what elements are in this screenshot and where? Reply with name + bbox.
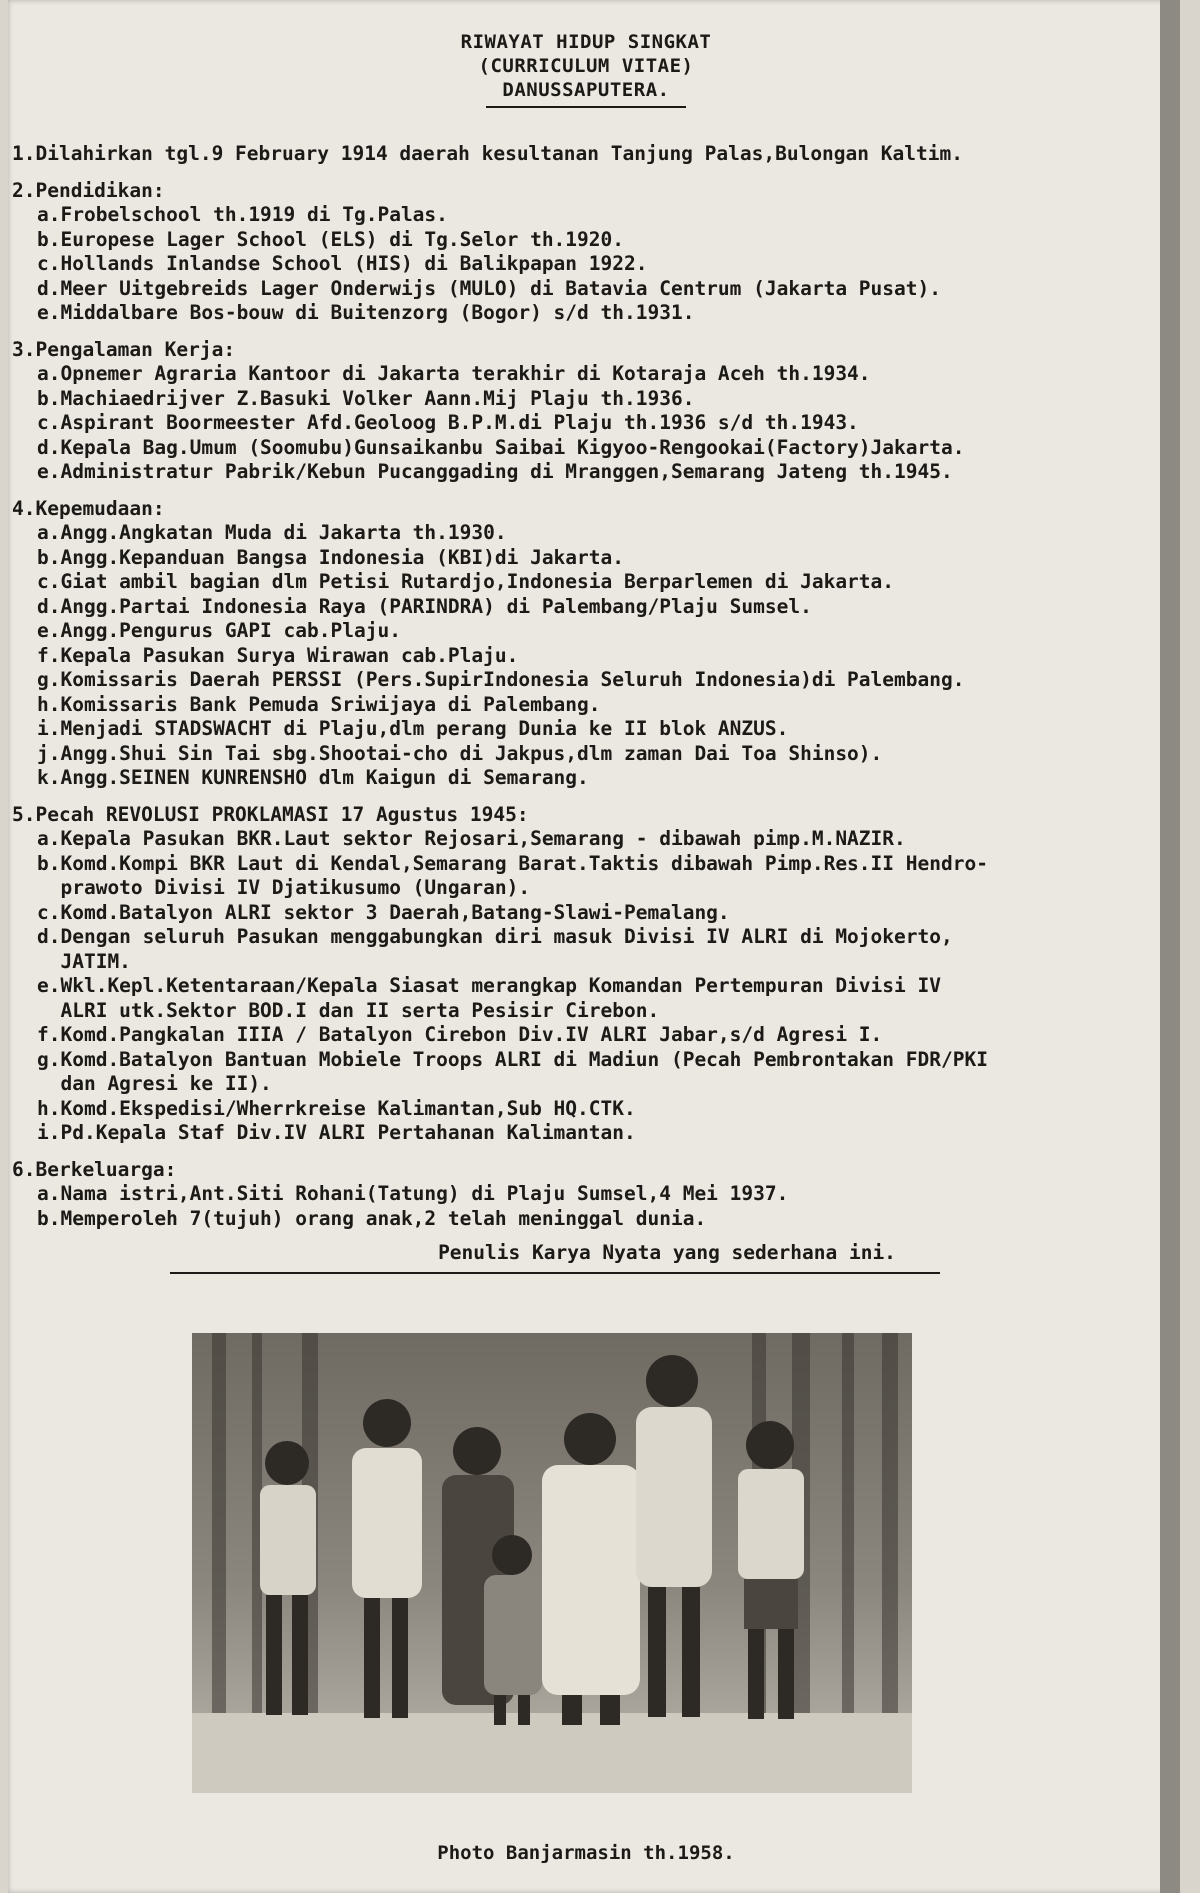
- section-6-heading: 6.Berkeluarga:: [12, 1157, 177, 1181]
- list-item: d.Kepala Bag.Umum (Soomubu)Gunsaikanbu Saibai Kigyoo-Rengookai(Factory)Jakarta.: [37, 435, 965, 459]
- title-line-2: (CURRICULUM VITAE): [478, 55, 694, 77]
- list-item: d.Dengan seluruh Pasukan menggabungkan diri masuk Divisi IV ALRI di Mojokerto,: [37, 925, 953, 948]
- list-item: a.Opnemer Agraria Kantoor di Jakarta terakhir di Kotaraja Aceh th.1934.: [37, 362, 871, 385]
- list-item: JATIM.: [37, 949, 131, 973]
- list-item: d.Meer Uitgebreids Lager Onderwijs (MULO) di Batavia Centrum (Jakarta Pusat).: [37, 276, 941, 300]
- list-item: c.Komd.Batalyon ALRI sektor 3 Daerah,Batang-Slawi-Pemalang.: [37, 900, 730, 924]
- section-5-heading: 5.Pecah REVOLUSI PROKLAMASI 17 Agustus 1945:: [12, 802, 529, 826]
- list-item: a.Kepala Pasukan BKR.Laut sektor Rejosari,Semarang - dibawah pimp.M.NAZIR.: [37, 827, 906, 850]
- list-item: c.Giat ambil bagian dlm Petisi Rutardjo,Indonesia Berparlemen di Jakarta.: [37, 570, 895, 593]
- list-item: j.Angg.Shui Sin Tai sbg.Shootai-cho di Jakpus,dlm zaman Dai Toa Shinso).: [37, 741, 883, 765]
- caption-underline: [170, 1272, 940, 1274]
- list-item: e.Middalbare Bos-bouw di Buitenzorg (Bogor) s/d th.1931.: [37, 301, 695, 324]
- section-2-heading: 2.Pendidikan:: [12, 178, 165, 202]
- list-item: g.Komissaris Daerah PERSSI (Pers.SupirIndonesia Seluruh Indonesia)di Palembang.: [37, 668, 965, 691]
- list-item: i.Menjadi STADSWACHT di Plaju,dlm perang Dunia ke II blok ANZUS.: [37, 717, 789, 740]
- list-item: g.Komd.Batalyon Bantuan Mobiele Troops ALRI di Madiun (Pecah Pembrontakan FDR/PKI: [37, 1047, 988, 1071]
- section-4-heading: 4.Kepemudaan:: [12, 496, 165, 520]
- list-item: b.Memperoleh 7(tujuh) orang anak,2 telah meninggal dunia.: [37, 1206, 707, 1230]
- cv-body: [12, 142, 1162, 1274]
- list-item: h.Komd.Ekspedisi/Wherrkreise Kalimantan,Sub HQ.CTK.: [37, 1096, 636, 1120]
- list-item: h.Komissaris Bank Pemuda Sriwijaya di Palembang.: [37, 692, 601, 716]
- list-item: c.Aspirant Boormeester Afd.Geoloog B.P.M.di Plaju th.1936 s/d th.1943.: [37, 411, 859, 434]
- family-photo-figures: [192, 1333, 912, 1793]
- photo-title-caption: Penulis Karya Nyata yang sederhana ini.: [438, 1241, 896, 1264]
- list-item: b.Machiaedrijver Z.Basuki Volker Aann.Mij Plaju th.1936.: [37, 386, 695, 410]
- title-underline: [486, 106, 686, 108]
- list-item: k.Angg.SEINEN KUNRENSHO dlm Kaigun di Semarang.: [37, 766, 589, 789]
- list-item: a.Frobelschool th.1919 di Tg.Palas.: [37, 203, 448, 226]
- list-item: dan Agresi ke II).: [37, 1072, 272, 1095]
- list-item: e.Wkl.Kepl.Ketentaraan/Kepala Siasat merangkap Komandan Pertempuran Divisi IV: [37, 974, 941, 997]
- family-photo: [192, 1333, 912, 1793]
- section-1-heading: 1.Dilahirkan tgl.9 February 1914 daerah kesultanan Tanjung Palas,Bulongan Kaltim.: [12, 142, 963, 165]
- list-item: a.Nama istri,Ant.Siti Rohani(Tatung) di Plaju Sumsel,4 Mei 1937.: [37, 1182, 789, 1205]
- photo-caption: Photo Banjarmasin th.1958.: [437, 1842, 735, 1864]
- title-line-3: DANUSSAPUTERA.: [502, 79, 670, 101]
- list-item: ALRI utk.Sektor BOD.I dan II serta Pesisir Cirebon.: [37, 998, 660, 1022]
- list-item: a.Angg.Angkatan Muda di Jakarta th.1930.: [37, 521, 507, 544]
- list-item: b.Angg.Kepanduan Bangsa Indonesia (KBI)di Jakarta.: [37, 545, 624, 569]
- list-item: b.Europese Lager School (ELS) di Tg.Selor th.1920.: [37, 227, 624, 251]
- title-block: [0, 30, 1172, 108]
- list-item: prawoto Divisi IV Djatikusumo (Ungaran).: [37, 876, 531, 899]
- title-line-1: RIWAYAT HIDUP SINGKAT: [460, 31, 712, 53]
- list-item: b.Komd.Kompi BKR Laut di Kendal,Semarang Barat.Taktis dibawah Pimp.Res.II Hendro-: [37, 851, 988, 875]
- list-item: i.Pd.Kepala Staf Div.IV ALRI Pertahanan Kalimantan.: [37, 1121, 636, 1144]
- list-item: f.Kepala Pasukan Surya Wirawan cab.Plaju.: [37, 643, 519, 667]
- list-item: f.Komd.Pangkalan IIIA / Batalyon Cirebon Div.IV ALRI Jabar,s/d Agresi I.: [37, 1023, 883, 1046]
- list-item: c.Hollands Inlandse School (HIS) di Balikpapan 1922.: [37, 252, 648, 275]
- section-3-heading: 3.Pengalaman Kerja:: [12, 337, 236, 361]
- list-item: e.Administratur Pabrik/Kebun Pucanggading di Mranggen,Semarang Jateng th.1945.: [37, 460, 953, 483]
- list-item: e.Angg.Pengurus GAPI cab.Plaju.: [37, 619, 401, 642]
- list-item: d.Angg.Partai Indonesia Raya (PARINDRA) di Palembang/Plaju Sumsel.: [37, 594, 812, 618]
